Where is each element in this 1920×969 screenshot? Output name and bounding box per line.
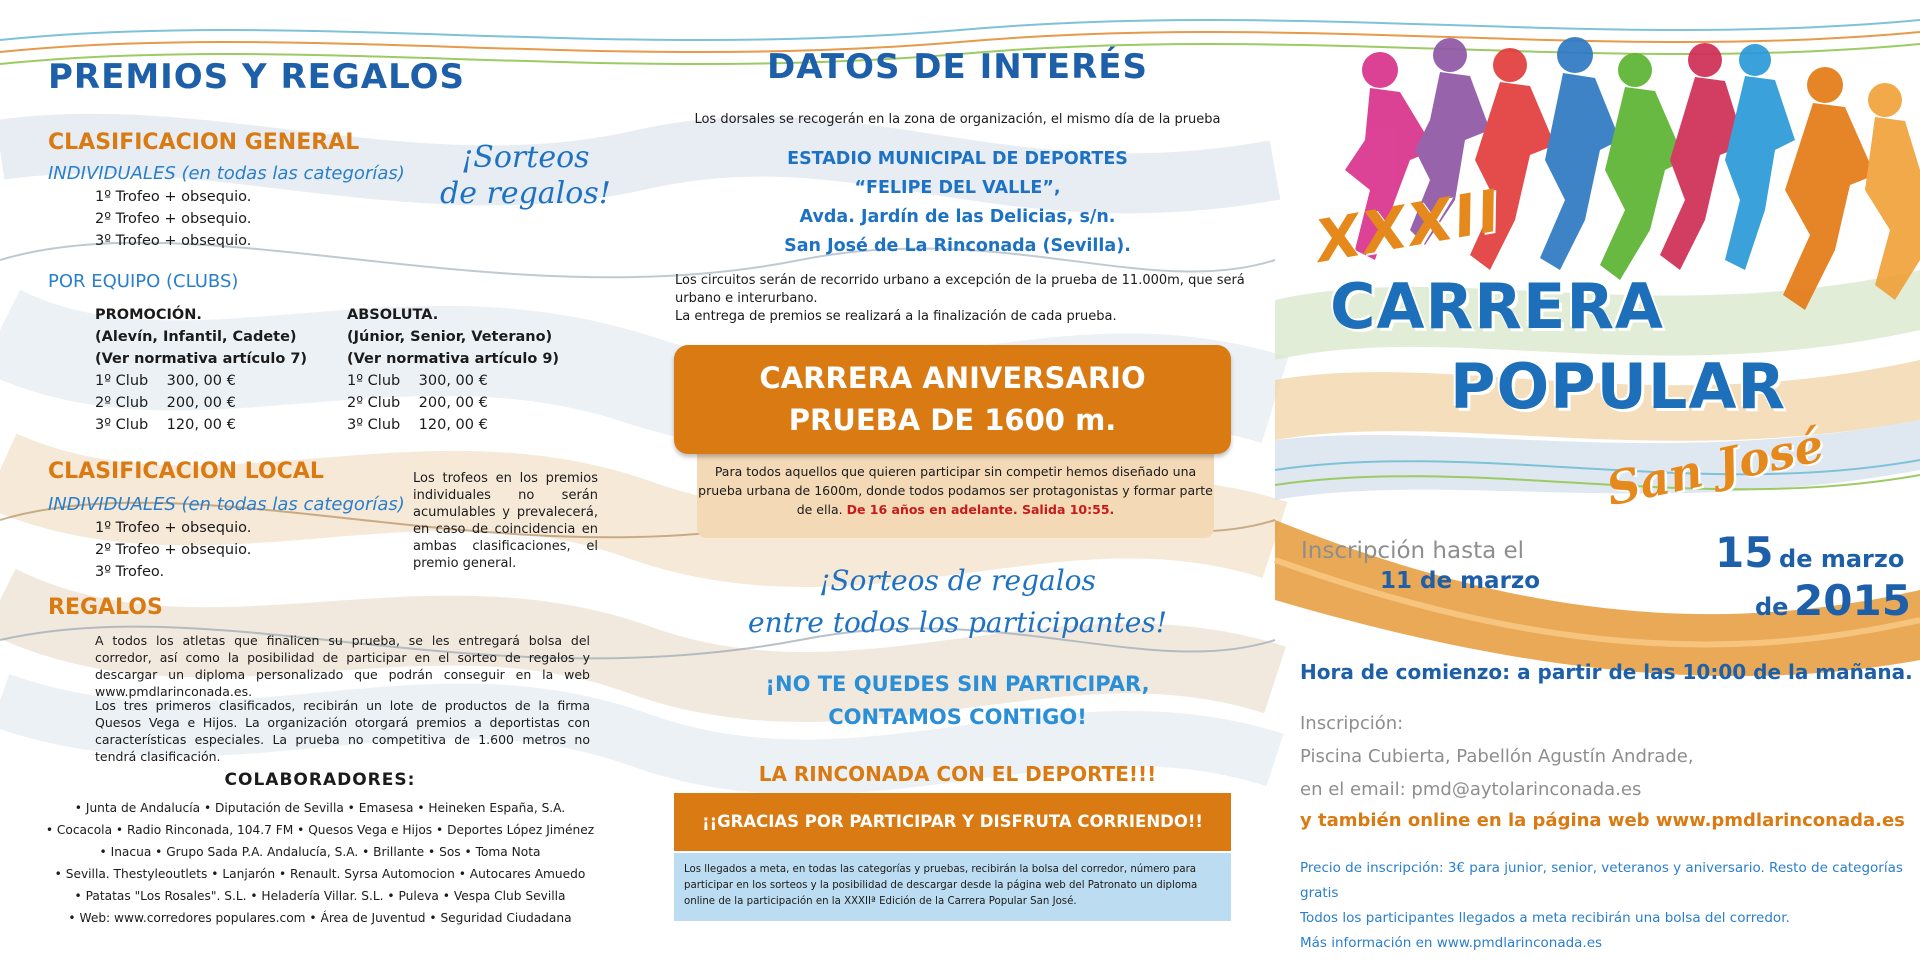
- promo-row: 1º Club 300, 00 €: [95, 373, 236, 389]
- promo-row: 2º Club 200, 00 €: [95, 395, 236, 411]
- inscripcion-label: Inscripción:: [1300, 713, 1404, 734]
- venue-line: San José de La Rinconada (Sevilla).: [784, 236, 1131, 256]
- promo-row: 3º Club 120, 00 €: [95, 417, 236, 433]
- event-date: [1715, 528, 1904, 577]
- date-day: 15: [1715, 528, 1774, 577]
- inscripcion-online: y también online en la página web www.pmdlarinconada.es: [1300, 810, 1905, 831]
- sorteos-line: ¡Sorteos de regalos: [819, 564, 1096, 597]
- inscripcion-hasta: Inscripción hasta el: [1301, 538, 1525, 564]
- sorteos-line: entre todos los participantes!: [748, 606, 1167, 639]
- inscripcion-email: en el email: pmd@aytolarinconada.es: [1300, 779, 1642, 800]
- aniversario-line2: PRUEBA DE 1600 m.: [788, 403, 1117, 437]
- edition-number: XXXII: [1310, 176, 1507, 276]
- general-item: 3º Trofeo + obsequio.: [95, 233, 252, 249]
- regalos-heading: REGALOS: [48, 595, 163, 620]
- colaborador-line: • Sevilla. Thestyleoutlets • Lanjarón • Renault. Syrsa Automocion • Autocares Amuedo: [54, 867, 586, 881]
- general-item: 2º Trofeo + obsequio.: [95, 211, 252, 227]
- venue-line: ESTADIO MUNICIPAL DE DEPORTES: [787, 149, 1128, 169]
- local-item: 1º Trofeo + obsequio.: [95, 520, 252, 536]
- team-heading: POR EQUIPO (CLUBS): [48, 271, 239, 292]
- bolsa-text: Todos los participantes llegados a meta recibirán una bolsa del corredor.: [1300, 910, 1790, 926]
- gracias-banner: ¡¡GRACIAS POR PARTICIPAR Y DISFRUTA CORRIENDO!!: [674, 793, 1231, 851]
- no-te-quedes: [640, 668, 1275, 734]
- sorteos-badge: [440, 140, 611, 212]
- colaboradores-heading: COLABORADORES:: [224, 770, 416, 790]
- venue-block: [640, 145, 1275, 261]
- inscripcion-fecha: 11 de marzo: [1380, 568, 1541, 594]
- middle-panel-datos: [640, 0, 1275, 969]
- general-items: [95, 186, 251, 252]
- title-popular: POPULAR: [1450, 350, 1787, 423]
- colaborador-line: • Patatas "Los Rosales". S.L. • Heladería Villar. S.L. • Puleva • Vespa Club Sevilla: [74, 889, 566, 903]
- mas-info-text: Más información en www.pmdlarinconada.es: [1300, 935, 1603, 951]
- aniversario-line1: CARRERA ANIVERSARIO: [759, 361, 1146, 395]
- datos-title: DATOS DE INTERÉS: [766, 47, 1149, 87]
- left-panel-premios: [0, 0, 640, 969]
- sorteos-participantes: [640, 560, 1275, 644]
- colaboradores-list: [0, 797, 640, 929]
- absolute-rule: (Ver normativa artículo 9): [347, 351, 560, 367]
- circuitos-text: Los circuitos serán de recorrido urbano a excepción de la prueba de 11.000m, que será urbano e interurbano.: [675, 273, 1245, 306]
- aniversario-desc-text: Para todos aquellos que quieren participar sin competir hemos diseñado una prueba urbana de 1600m, donde todos podamos ser protagonistas y formar parte de ella.: [698, 464, 1213, 517]
- entrega-text: La entrega de premios se realizará a la finalización de cada prueba.: [675, 309, 1117, 324]
- title-carrera: CARRERA: [1330, 270, 1665, 343]
- team-promo: [95, 304, 307, 436]
- local-note: Los trofeos en los premios individuales no serán acumulables y prevalecerá, en caso de coincidencia en ambas clasificaciones, el premio general.: [413, 471, 598, 571]
- premios-title: PREMIOS Y REGALOS: [48, 57, 465, 97]
- aniversario-banner: [674, 345, 1231, 454]
- regalos-p1: A todos los atletas que finalicen su prueba, se les entregará bolsa del corredor, así como la posibilidad de participar en el sorteo de regalos y descargar un diploma personalizado que podrán conseguir en la web www.pmdlarinconada.es.: [95, 633, 590, 699]
- team-absolute: [347, 304, 559, 436]
- colaborador-line: • Web: www.corredores populares.com • Área de Juventud • Seguridad Ciudadana: [68, 911, 572, 925]
- dorsales-text: Los dorsales se recogerán en la zona de organización, el mismo día de la prueba: [694, 112, 1221, 127]
- no-te-quedes-line: CONTAMOS CONTIGO!: [828, 705, 1087, 729]
- aniversario-highlight: De 16 años en adelante. Salida 10:55.: [846, 502, 1115, 517]
- sorteos-badge-line: ¡Sorteos: [461, 140, 590, 175]
- llegados-box: Los llegados a meta, en todas las categorías y pruebas, recibirán la bolsa del corredor, número para participar en los sorteos y la posibilidad de descargar desde la página web del Patronato un diploma online de la participación en la XXXIIª Edición de la Carrera Popular San José.: [674, 853, 1231, 921]
- absolute-title: ABSOLUTA.: [347, 307, 439, 323]
- aniversario-description: [697, 440, 1214, 538]
- absolute-cats: (Júnior, Senior, Veterano): [347, 329, 553, 345]
- date-month: de marzo: [1779, 545, 1905, 573]
- promo-title: PROMOCIÓN.: [95, 307, 202, 323]
- precio-text: Precio de inscripción: 3€ para junior, senior, veteranos y aniversario. Resto de categorías gratis: [1300, 860, 1903, 901]
- footer-info: [1300, 856, 1915, 956]
- local-items: [95, 517, 251, 583]
- absolute-row: 2º Club 200, 00 €: [347, 395, 488, 411]
- rinconada-deporte: LA RINCONADA CON EL DEPORTE!!!: [758, 762, 1157, 786]
- colaborador-line: • Inacua • Grupo Sada P.A. Andalucía, S.A. • Brillante • Sos • Toma Nota: [99, 845, 541, 859]
- promo-cats: (Alevín, Infantil, Cadete): [95, 329, 297, 345]
- right-panel-cover: [1275, 0, 1920, 969]
- inscripcion-places: Piscina Cubierta, Pabellón Agustín Andrade,: [1300, 746, 1694, 767]
- local-item: 3º Trofeo.: [95, 564, 165, 580]
- promo-rule: (Ver normativa artículo 7): [95, 351, 308, 367]
- no-te-quedes-line: ¡NO TE QUEDES SIN PARTICIPAR,: [765, 672, 1150, 696]
- local-item: 2º Trofeo + obsequio.: [95, 542, 252, 558]
- venue-line: Avda. Jardín de las Delicias, s/n.: [799, 207, 1116, 227]
- title-san-jose: San José: [1601, 417, 1829, 517]
- absolute-row: 1º Club 300, 00 €: [347, 373, 488, 389]
- colaborador-line: • Junta de Andalucía • Diputación de Sevilla • Emasesa • Heineken España, S.A.: [74, 801, 566, 815]
- local-heading: CLASIFICACION LOCAL: [48, 459, 324, 484]
- inscripcion-info: [1300, 707, 1694, 806]
- general-item: 1º Trofeo + obsequio.: [95, 189, 252, 205]
- general-heading: CLASIFICACION GENERAL: [48, 130, 360, 155]
- regalos-p2: Los tres primeros clasificados, recibirán un lote de productos de la firma Quesos Vega e Hijos. La organización otorgará premios a deportistas con características especiales. La prueba no competitiva de 1.600 metros no tendrá clasificación.: [95, 698, 590, 764]
- colaborador-line: • Cocacola • Radio Rinconada, 104.7 FM • Quesos Vega e Hijos • Deportes López Jiménez: [45, 823, 595, 837]
- date-de: de: [1755, 593, 1789, 621]
- local-individual-label: INDIVIDUALES (en todas las categorías): [48, 494, 405, 515]
- general-individual-label: INDIVIDUALES (en todas las categorías): [48, 163, 405, 184]
- sorteos-badge-line: de regalos!: [440, 176, 611, 211]
- event-year: [1755, 576, 1911, 625]
- hora-comienzo: Hora de comienzo: a partir de las 10:00 de la mañana.: [1300, 660, 1913, 684]
- absolute-row: 3º Club 120, 00 €: [347, 417, 488, 433]
- date-year: 2015: [1794, 576, 1911, 625]
- venue-line: “FELIPE DEL VALLE”,: [854, 178, 1061, 198]
